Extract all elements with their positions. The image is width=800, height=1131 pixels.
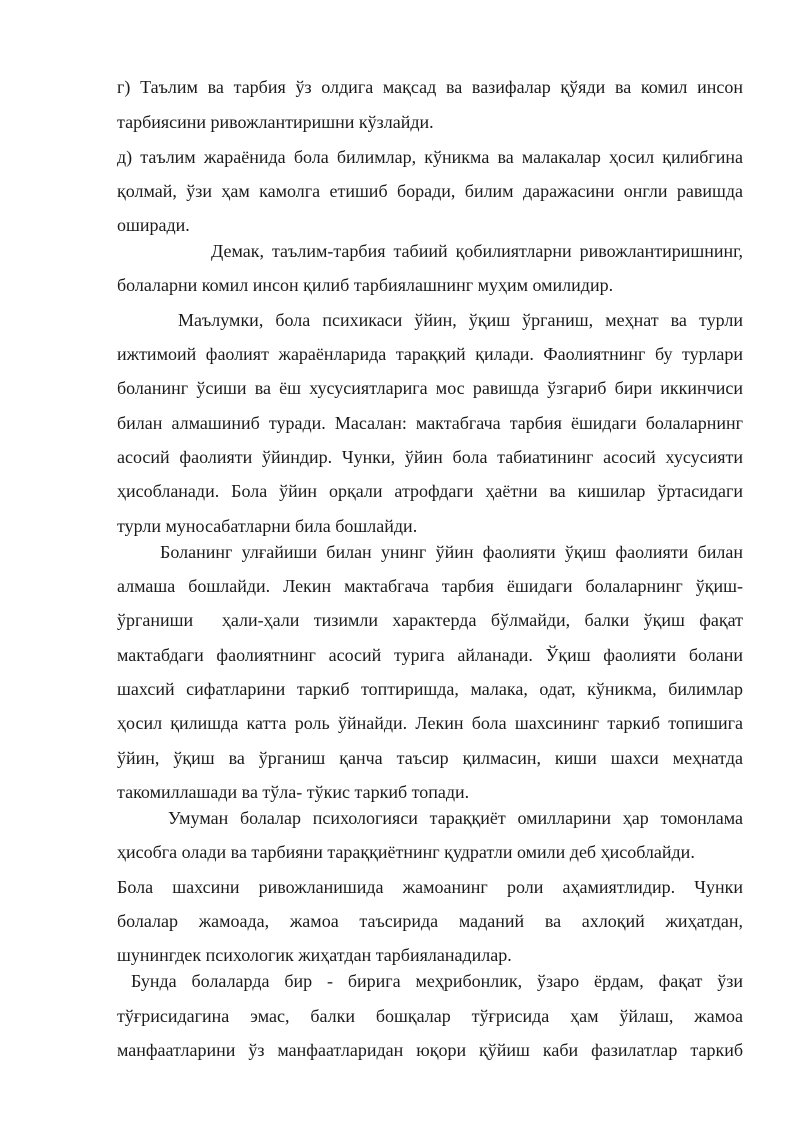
text-line: қолмай, ўзи ҳам камолга етишиб боради, билим даражасини онгли равишда <box>117 181 743 201</box>
text-line: тўғрисидагина эмас, балки бошқалар тўғрисида ҳам ўйлаш, жамоа <box>117 1006 743 1026</box>
text-line: билан алмашиниб туради. Масалан: мактабгача тарбия ёшидаги болаларнинг <box>117 413 743 433</box>
text-line: Боланинг улғайиши билан унинг ўйин фаолияти ўқиш фаолияти билан <box>160 542 743 562</box>
text-line: шунингдек психологик жиҳатдан тарбияланадилар. <box>117 945 512 965</box>
text-line: Бунда болаларда бир - бирига меҳрибонлик, ўзаро ёрдам, фақат ўзи <box>131 971 743 991</box>
text-line: шахсий сифатларини таркиб топтиришда, малака, одат, кўникма, билимлар <box>117 679 743 699</box>
text-line: турли муносабатларни била бошлайди. <box>117 516 418 536</box>
text-line: мактабдаги фаолиятнинг асосий турига айланади. Ўқиш фаолияти болани <box>117 645 743 665</box>
text-line: болаларни комил инсон қилиб тарбиялашнинг муҳим омилидир. <box>117 275 614 295</box>
text-line: ҳисобга олади ва тарбияни тараққиётнинг қудратли омили деб ҳисоблайди. <box>117 842 695 862</box>
text-line: Бола шахсини ривожланишида жамоанинг роли аҳамиятлидир. Чунки <box>117 877 743 897</box>
text-line: Демак, таълим-тарбия табиий қобилиятларни ривожлантиришнинг, <box>211 241 743 261</box>
text-line: ўйин, ўқиш ва ўрганиш қанча таъсир қилмасин, киши шахси меҳнатда <box>117 748 743 768</box>
text-line: алмаша бошлайди. Лекин мактабгача тарбия ёшидаги болаларнинг ўқиш- <box>117 576 743 596</box>
text-line: тарбиясини ривожлантиришни кўзлайди. <box>117 112 434 132</box>
text-line: болалар жамоада, жамоа таъсирида маданий ва ахлоқий жиҳатдан, <box>117 911 743 931</box>
text-line: ижтимоий фаолият жараёнларида тараққий қилади. Фаолиятнинг бу турлари <box>117 344 743 364</box>
text-line: Умуман болалар психологияси тараққиёт омилларини ҳар томонлама <box>168 808 743 828</box>
text-line: асосий фаолияти ўйиндир. Чунки, ўйин бола табиатининг асосий хусусияти <box>117 447 743 467</box>
text-line: д) таълим жараёнида бола билимлар, кўникма ва малакалар ҳосил қилибгина <box>117 147 743 167</box>
text-line: Маълумки, бола психикаси ўйин, ўқиш ўрганиш, меҳнат ва турли <box>178 310 743 330</box>
text-line: г) Таълим ва тарбия ўз олдига мақсад ва вазифалар қўяди ва комил инсон <box>117 77 743 97</box>
text-line: такомиллашади ва тўла- тўкис таркиб топади. <box>117 782 470 802</box>
text-line: оширади. <box>117 215 190 235</box>
text-line: ўрганиши ҳали-ҳали тизимли характерда бўлмайди, балки ўқиш фақат <box>117 610 743 630</box>
text-line: боланинг ўсиши ва ёш хусусиятларига мос равишда ўзгариб бири иккинчиси <box>117 378 743 398</box>
text-line: манфаатларини ўз манфаатларидан юқори қўйиш каби фазилатлар таркиб <box>117 1040 743 1060</box>
text-line: ҳосил қилишда катта роль ўйнайди. Лекин бола шахсининг таркиб топишига <box>117 713 743 733</box>
text-line: ҳисобланади. Бола ўйин орқали атрофдаги ҳаётни ва кишилар ўртасидаги <box>117 481 743 501</box>
